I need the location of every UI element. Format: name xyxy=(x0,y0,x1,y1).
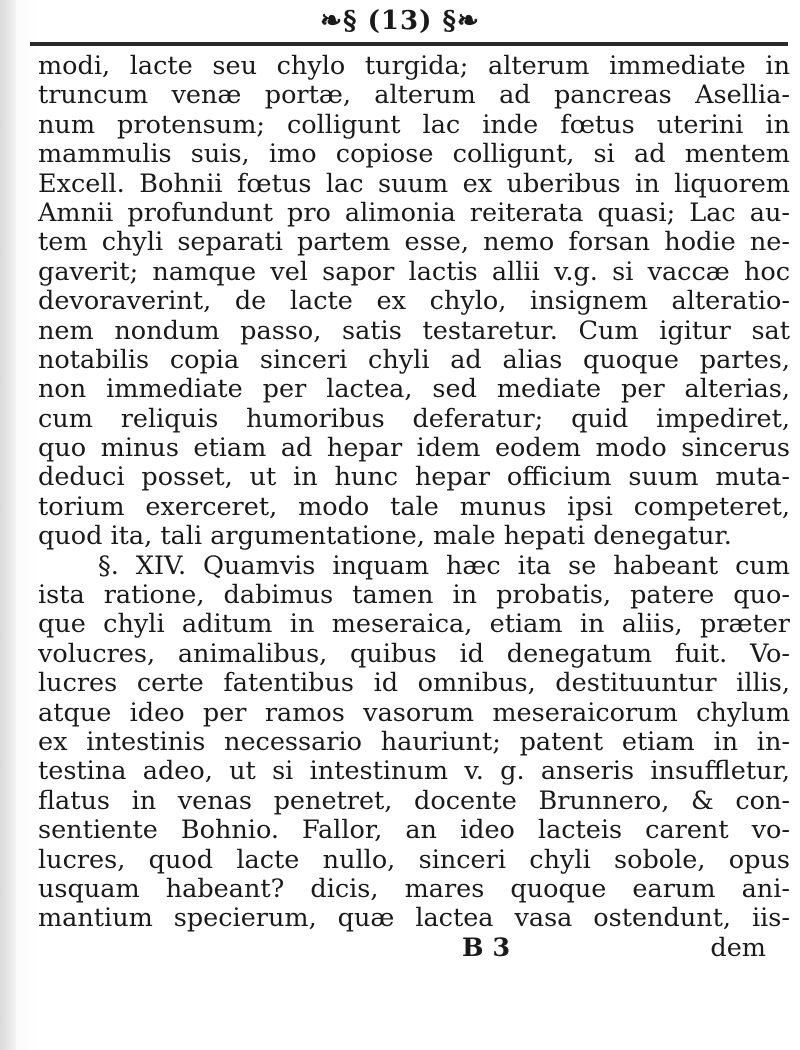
page-header xyxy=(0,6,800,36)
text-line: volucres, animalibus, quibus id denegatum fuit. Vo- xyxy=(38,639,790,669)
text-line: num protensum; colligunt lac inde fœtus uterini in xyxy=(38,110,790,140)
page-footer xyxy=(38,934,790,963)
signature-mark: B 3 xyxy=(462,932,511,963)
text-line: devoraverint, de lacte ex chylo, insignem alteratio- xyxy=(38,287,790,317)
catchword: dem xyxy=(710,932,766,963)
text-line: non immediate per lactea, sed mediate per alterias, xyxy=(38,375,790,405)
header-rule xyxy=(30,42,788,46)
text-line: gaverit; namque vel sapor lactis allii v.g. si vaccæ hoc xyxy=(38,257,790,287)
text-line: atque ideo per ramos vasorum meseraicorum chylum xyxy=(38,698,790,728)
text-line: notabilis copia sinceri chyli ad alias quoque partes, xyxy=(38,345,790,375)
text-line: usquam habeant? dicis, mares quoque earum ani- xyxy=(38,874,790,904)
text-line: quo minus etiam ad hepar idem eodem modo sincerus xyxy=(38,434,790,464)
paragraph-1 xyxy=(38,52,790,552)
text-line: sentiente Bohnio. Fallor, an ideo lacteis carent vo- xyxy=(38,816,790,846)
text-line: Amnii profundunt pro alimonia reiterata quasi; Lac au- xyxy=(38,198,790,228)
paragraph-2 xyxy=(38,581,790,934)
text-line: que chyli aditum in meseraica, etiam in aliis, præter xyxy=(38,610,790,640)
text-line: tem chyli separati partem esse, nemo forsan hodie ne- xyxy=(38,228,790,258)
text-line: flatus in venas penetret, docente Brunnero, & con- xyxy=(38,786,790,816)
text-line: testina adeo, ut si intestinum v. g. anseris insuffletur, xyxy=(38,757,790,787)
text-line: ex intestinis necessario hauriunt; patent etiam in in- xyxy=(38,727,790,757)
section-heading-line: §. XIV. Quamvis inquam hæc ita se habeant cum xyxy=(98,551,790,581)
text-line: nem nondum passo, satis testaretur. Cum igitur sat xyxy=(38,316,790,346)
text-line: mantium specierum, quæ lactea vasa ostendunt, iis- xyxy=(38,904,790,934)
text-line: mammulis suis, imo copiose colligunt, si ad mentem xyxy=(38,140,790,170)
text-line: deduci posset, ut in hunc hepar officium suum muta- xyxy=(38,463,790,493)
text-line: lucres, quod lacte nullo, sinceri chyli sobole, opus xyxy=(38,845,790,875)
text-line: quod ita, tali argumentatione, male hepati denegatur. xyxy=(38,522,732,552)
text-line: modi, lacte seu chylo turgida; alterum immediate in xyxy=(38,52,790,81)
text-line: lucres certe fatentibus id omnibus, destituuntur illis, xyxy=(38,669,790,699)
text-line: cum reliquis humoribus deferatur; quid impediret, xyxy=(38,404,790,434)
text-line: torium exerceret, modo tale munus ipsi competeret, xyxy=(38,492,790,522)
text-block xyxy=(38,52,790,963)
text-line: Excell. Bohnii fœtus lac suum ex uberibus in liquorem xyxy=(38,169,790,199)
text-line: ista ratione, dabimus tamen in probatis, patere quo- xyxy=(38,581,790,611)
text-line: truncum venæ portæ, alterum ad pancreas Asellia- xyxy=(38,81,790,111)
page-number: ❧§ (13) §❧ xyxy=(320,6,480,36)
binding-gutter xyxy=(0,0,16,1050)
